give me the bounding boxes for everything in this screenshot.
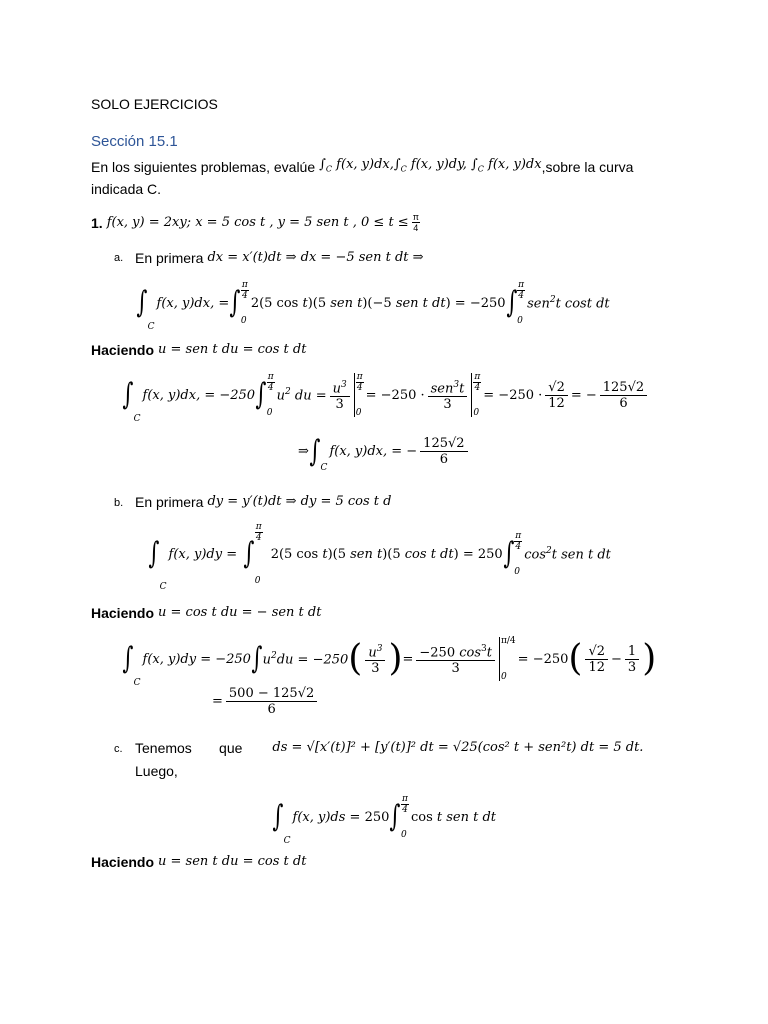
item-c-luego: Luego, — [135, 763, 178, 779]
equation-a: ∫ C f(x, y)dx, = ∫ $\frac{\pi}{4}$ 0 2(5 cos t)(5 sen t)(−5 sen t dt) = −250 ∫ $\frac{\pi}{4}$ 0 sen$^2$t cost dt — [136, 280, 610, 332]
item-b-text: En primera — [135, 494, 204, 510]
item-b-math: dy = y′(t)dt ⇒ dy = 5 cos t d — [207, 494, 392, 509]
item-c-math: ds = √[x′(t)]² + [y′(t)]² dt = √25(cos² t + sen²t) dt = 5 dt. — [272, 740, 644, 755]
problem-text: f(x, y) = 2xy; x = 5 cos t , y = 5 sen t , 0 ≤ t ≤ — [106, 214, 409, 230]
intro-integrals: $\int_C$ f(x, $y)dx,\int_C$ f(x, y)dy, $\int_C$ f(x, y)dx — [319, 157, 542, 174]
item-a-text: En primera — [135, 250, 204, 266]
item-c-text: Tenemos que — [135, 740, 243, 756]
item-c-label: c. — [114, 743, 123, 755]
doc-title: SOLO EJERCICIOS — [91, 96, 218, 112]
item-c — [135, 739, 643, 757]
equation-a-result: ⇒ ∫ C f(x, y)dx, = − $\frac{125√2}{6}$ — [298, 436, 471, 467]
equation-a-2: ∫ C f(x, y)dx, = −250 ∫ $\frac{\pi}{4}$ 0 $u^2$ du = $\frac{u^3}{3}$ $\frac{\pi}{4}$ 0 = −250 · $\frac{sen^3t}{3}$ $\frac{\pi}{4}$ 0 = −250 · $\frac{√2}{12}$ = − $\frac{125√2}{6}$ — [122, 372, 650, 418]
equation-b: ∫ C f(x, y)dy = ∫ $\frac{\pi}{4}$ 0 2(5 cos t)(5 sen t)(5 cos t dt) = 250 ∫ $\frac{\pi}{4}$ 0 $\cos^2t$ sen t dt — [148, 522, 611, 592]
haciendo-2 — [91, 604, 321, 622]
section-heading: Sección 15.1 — [91, 133, 178, 150]
haciendo-1 — [91, 341, 306, 359]
problem-number: 1. — [91, 214, 103, 231]
item-a — [135, 249, 424, 267]
item-b — [135, 493, 391, 511]
problem-1 — [91, 212, 420, 233]
pi-over-4: $\frac{\pi}{4}$ — [412, 212, 419, 233]
haciendo-1-math: u = sen t du = cos t dt — [158, 342, 307, 357]
intro-suffix: ,sobre la curva — [541, 159, 634, 176]
haciendo-2-label: Haciendo — [91, 605, 155, 621]
haciendo-3 — [91, 853, 306, 871]
haciendo-2-math: u = cos t du = − sen t dt — [158, 605, 322, 620]
equation-b-result: = $\frac{500 - 125√2}{6}$ — [212, 686, 320, 717]
item-a-math: dx = x′(t)dt ⇒ dx = −5 sen t dt ⇒ — [207, 250, 424, 265]
intro-line-2: indicada C. — [91, 181, 162, 197]
equation-b-2: ∫ C f(x, y)dy = −250 ∫ $u^2du = -250$ ( $\frac{u^3}{3}$ ) = $\frac{-250 \cos^3t}{3}$ π/4 0 = −250 ( $\frac{√2}{12}$ − $\frac{1}{3}$ ) — [122, 636, 657, 688]
equation-c: ∫ C f(x, y)ds = 250 ∫ $\frac{\pi}{4}$ 0 cos t sen t dt — [272, 794, 497, 846]
intro-prefix: En los siguientes problemas, evalúe — [91, 159, 316, 176]
haciendo-3-math: u = sen t du = cos t dt — [158, 854, 307, 869]
haciendo-1-label: Haciendo — [91, 342, 155, 358]
item-b-label: b. — [114, 497, 124, 509]
item-a-label: a. — [114, 252, 124, 264]
intro-line-1 — [91, 156, 633, 179]
haciendo-3-label: Haciendo — [91, 854, 155, 870]
